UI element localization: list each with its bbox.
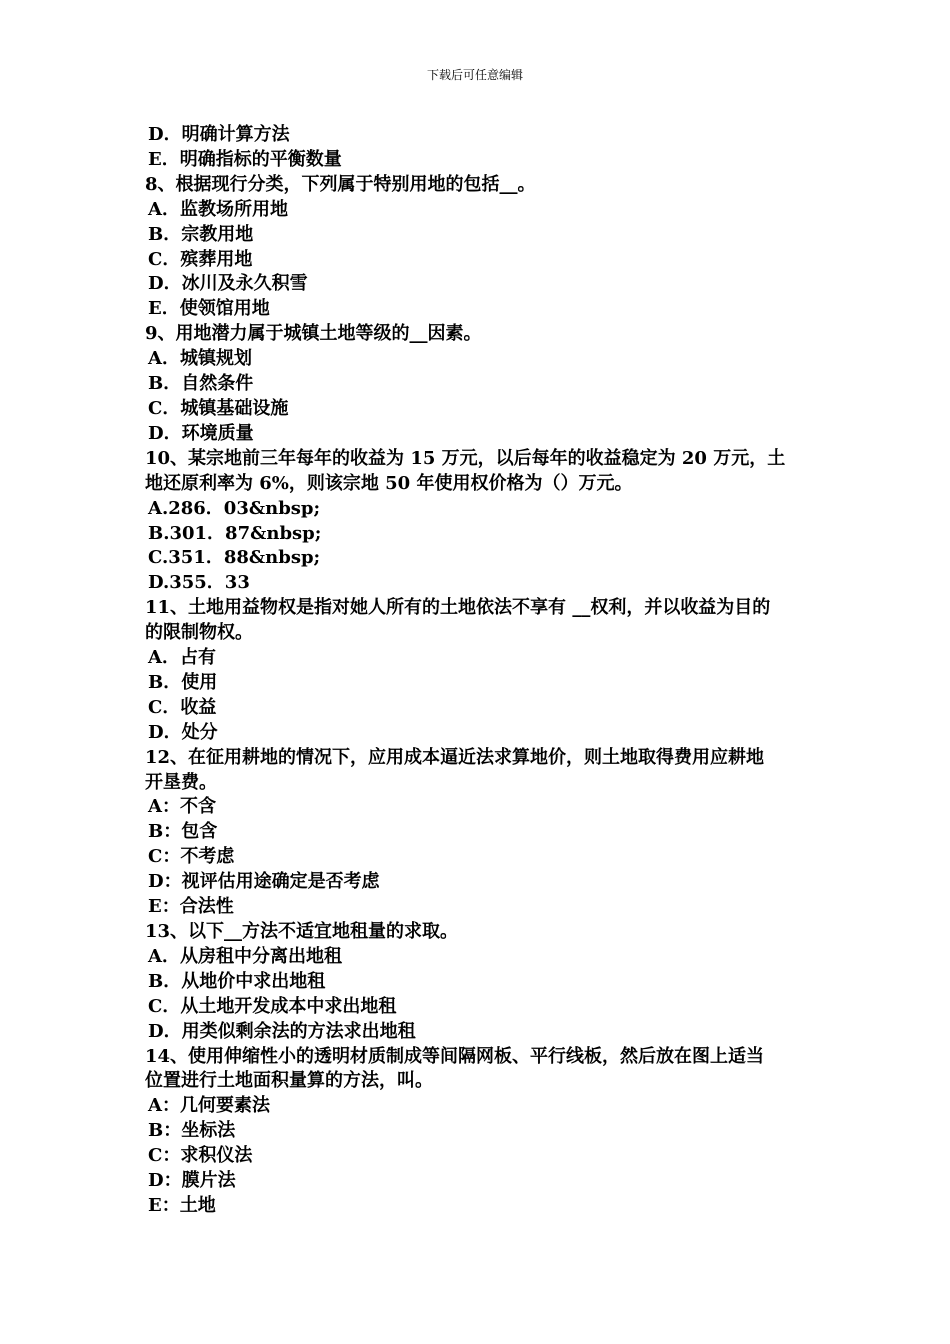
- option-line: D．用类似剩余法的方法求出地租: [148, 1020, 416, 1042]
- option-line: E：合法性: [148, 896, 234, 918]
- option-line: D：视评估用途确定是否考虑: [148, 871, 380, 893]
- option-line: E．使领馆用地: [148, 298, 270, 320]
- question-line: 地还原利率为 6%，则该宗地 50 年使用权价格为（）万元。: [145, 472, 633, 494]
- option-line: C．从土地开发成本中求出地租: [148, 995, 397, 1017]
- option-line: A．从房租中分离出地租: [148, 945, 342, 967]
- question-line: 位置进行土地面积量算的方法，叫。: [145, 1070, 433, 1092]
- question-line: 10、某宗地前三年每年的收益为 15 万元，以后每年的收益稳定为 20 万元，土: [145, 447, 786, 469]
- question-line: 的限制物权。: [145, 622, 253, 644]
- question-line: 开垦费。: [145, 771, 217, 793]
- document-body: [145, 123, 815, 1219]
- option-line: C：求积仪法: [148, 1145, 253, 1167]
- option-line: C．殡葬用地: [148, 248, 253, 270]
- option-line: C.351．88&nbsp;: [148, 547, 321, 569]
- question-line: 12、在征用耕地的情况下，应用成本逼近法求算地价，则土地取得费用应耕地: [145, 746, 765, 768]
- option-line: D．明确计算方法: [148, 124, 290, 145]
- option-line: D．环境质量: [148, 422, 254, 444]
- option-line: B.301．87&nbsp;: [148, 522, 322, 544]
- option-line: D.355．33: [148, 572, 250, 594]
- option-line: A.286．03&nbsp;: [148, 497, 321, 519]
- option-line: D．处分: [148, 721, 218, 743]
- option-line: C：不考虑: [148, 846, 235, 868]
- option-line: C．收益: [148, 696, 217, 718]
- question-line: 14、使用伸缩性小的透明材质制成等间隔网板、平行线板，然后放在图上适当: [145, 1045, 765, 1067]
- option-line: B．自然条件: [148, 373, 254, 395]
- option-line: D：膜片法: [148, 1170, 236, 1192]
- question-line: 9、用地潜力属于城镇土地等级的__因素。: [145, 323, 482, 345]
- question-line: 11、土地用益物权是指对她人所有的土地依法不享有 __权利，并以收益为目的: [145, 597, 771, 619]
- option-line: B．宗教用地: [148, 223, 254, 245]
- option-line: E．明确指标的平衡数量: [148, 148, 342, 170]
- page-header: 下载后可任意编辑: [426, 68, 523, 82]
- option-line: A．占有: [148, 647, 216, 669]
- option-line: B：包含: [148, 821, 218, 843]
- option-line: A：几何要素法: [148, 1095, 270, 1117]
- option-line: C．城镇基础设施: [148, 397, 289, 419]
- option-line: E：土地: [148, 1194, 216, 1216]
- question-line: 13、以下__方法不适宜地租量的求取。: [145, 921, 459, 942]
- option-line: B：坐标法: [148, 1120, 236, 1142]
- option-line: A：不含: [148, 796, 216, 818]
- option-line: A．监教场所用地: [148, 198, 288, 220]
- option-line: B．使用: [148, 671, 218, 693]
- question-line: 8、根据现行分类，下列属于特别用地的包括__。: [145, 173, 536, 195]
- option-line: A．城镇规划: [148, 348, 252, 370]
- option-line: B．从地价中求出地租: [148, 970, 326, 992]
- option-line: D．冰川及永久积雪: [148, 273, 308, 295]
